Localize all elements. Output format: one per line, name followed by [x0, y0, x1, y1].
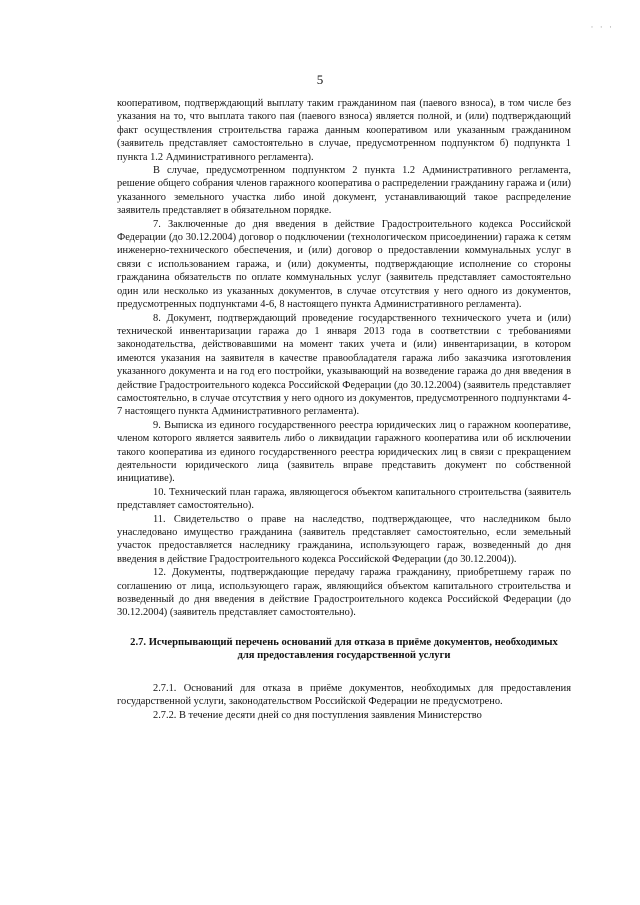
scan-mark: · · · [590, 22, 614, 32]
paragraph-case-two: В случае, предусмотренном подпунктом 2 пункта 1.2 Административного регламента, решение общего собрания членов гаражного кооператива о распределении гражданину гаража и (или) указанного земельного участка либо иной документ, устанавливающий такое распределение заявитель представляет в обязательном порядке. [117, 165, 571, 217]
page-number: 5 [316, 72, 324, 87]
document-body [117, 97, 571, 722]
paragraph-item-10: 10. Технический план гаража, являющегося объектом капитального строительства (заявитель представляет самостоятельно). [117, 486, 571, 512]
paragraph-item-11: 11. Свидетельство о праве на наследство, подтверждающее, что наследником было унаследовано имущество гражданина (заявитель представляет самостоятельно, если земельный участок предоставляется наследнику гражданина, использующего гараж, возведенный до дня введения в действие Градостроительного кодекса Российской Федерации (до 30.12.2004)). [117, 513, 571, 565]
paragraph-2-7-2: 2.7.2. В течение десяти дней со дня поступления заявления Министерство [153, 709, 482, 721]
paragraph-item-8: 8. Документ, подтверждающий проведение государственного технического учета и (или) технической инвентаризации гаража до 1 января 2013 года в соответствии с требованиями законодательства, действовавшими на момент таких учета и (или) инвентаризации, в котором имеются указания на заявителя в качестве правообладателя гаража либо заказчика изготовления указанного документа и на год его постройки, указывающий на возведение гаража до дня введения в действие Градостроительного кодекса Российской Федерации (до 30.12.2004) (заявитель представляет самостоятельно, в случае отсутствия у него одного из документов, предусмотренного подпунктами 4-7 настоящего пункта Административного регламента). [117, 312, 571, 418]
paragraph-2-7-1: 2.7.1. Оснований для отказа в приёме документов, необходимых для предоставления государственной услуги, законодательством Российской Федерации не предусмотрено. [117, 683, 571, 708]
paragraph-item-9: 9. Выписка из единого государственного реестра юридических лиц о гаражном кооперативе, членом которого является заявитель либо о ликвидации гаражного кооператива или об исключении такого кооператива из единого государственного реестра юридических лиц в связи с прекращением деятельности юридического лица (заявитель вправе представить документ по собственной инициативе). [117, 419, 571, 485]
section-heading: 2.7. Исчерпывающий перечень оснований для отказа в приёме документов, необходимых для предоставления государственной услуги [130, 636, 558, 662]
paragraph-item-12: 12. Документы, подтверждающие передачу гаража гражданину, приобретшему гараж по соглашению от лица, использующего гараж, являющийся объектом капитального строительства и возведенный до дня введения в действие Градостроительного кодекса Российской Федерации (до 30.12.2004) (заявитель представляет самостоятельно). [117, 567, 571, 619]
paragraph-item-7: 7. Заключенные до дня введения в действие Градостроительного кодекса Российской Федерации (до 30.12.2004) договор о подключении (технологическом присоединении) гаража к сетям инженерно-технического обеспечения, и (или) договор о предоставлении коммунальных услуг в связи с использованием гаража, и (или) документы, подтверждающие исполнение со стороны гражданина обязательств по оплате коммунальных услуг (заявитель представляет самостоятельно один или несколько из указанных документов, в случае отсутствия у него одного из документов, предусмотренных подпунктами 4-6, 8 настоящего пункта Административного регламента). [117, 218, 571, 311]
paragraph-continuation: кооперативом, подтверждающий выплату таким гражданином пая (паевого взноса), в том числе без указания на то, что выплата такого пая (паевого взноса) является полной, и (или) подтверждающий факт осуществления строительства гаража данным кооперативом или указанным гражданином (заявитель представляет самостоятельно в случае, предусмотренном подпунктом б) подпункта 1 пункта 1.2 Административного регламента). [117, 98, 571, 163]
